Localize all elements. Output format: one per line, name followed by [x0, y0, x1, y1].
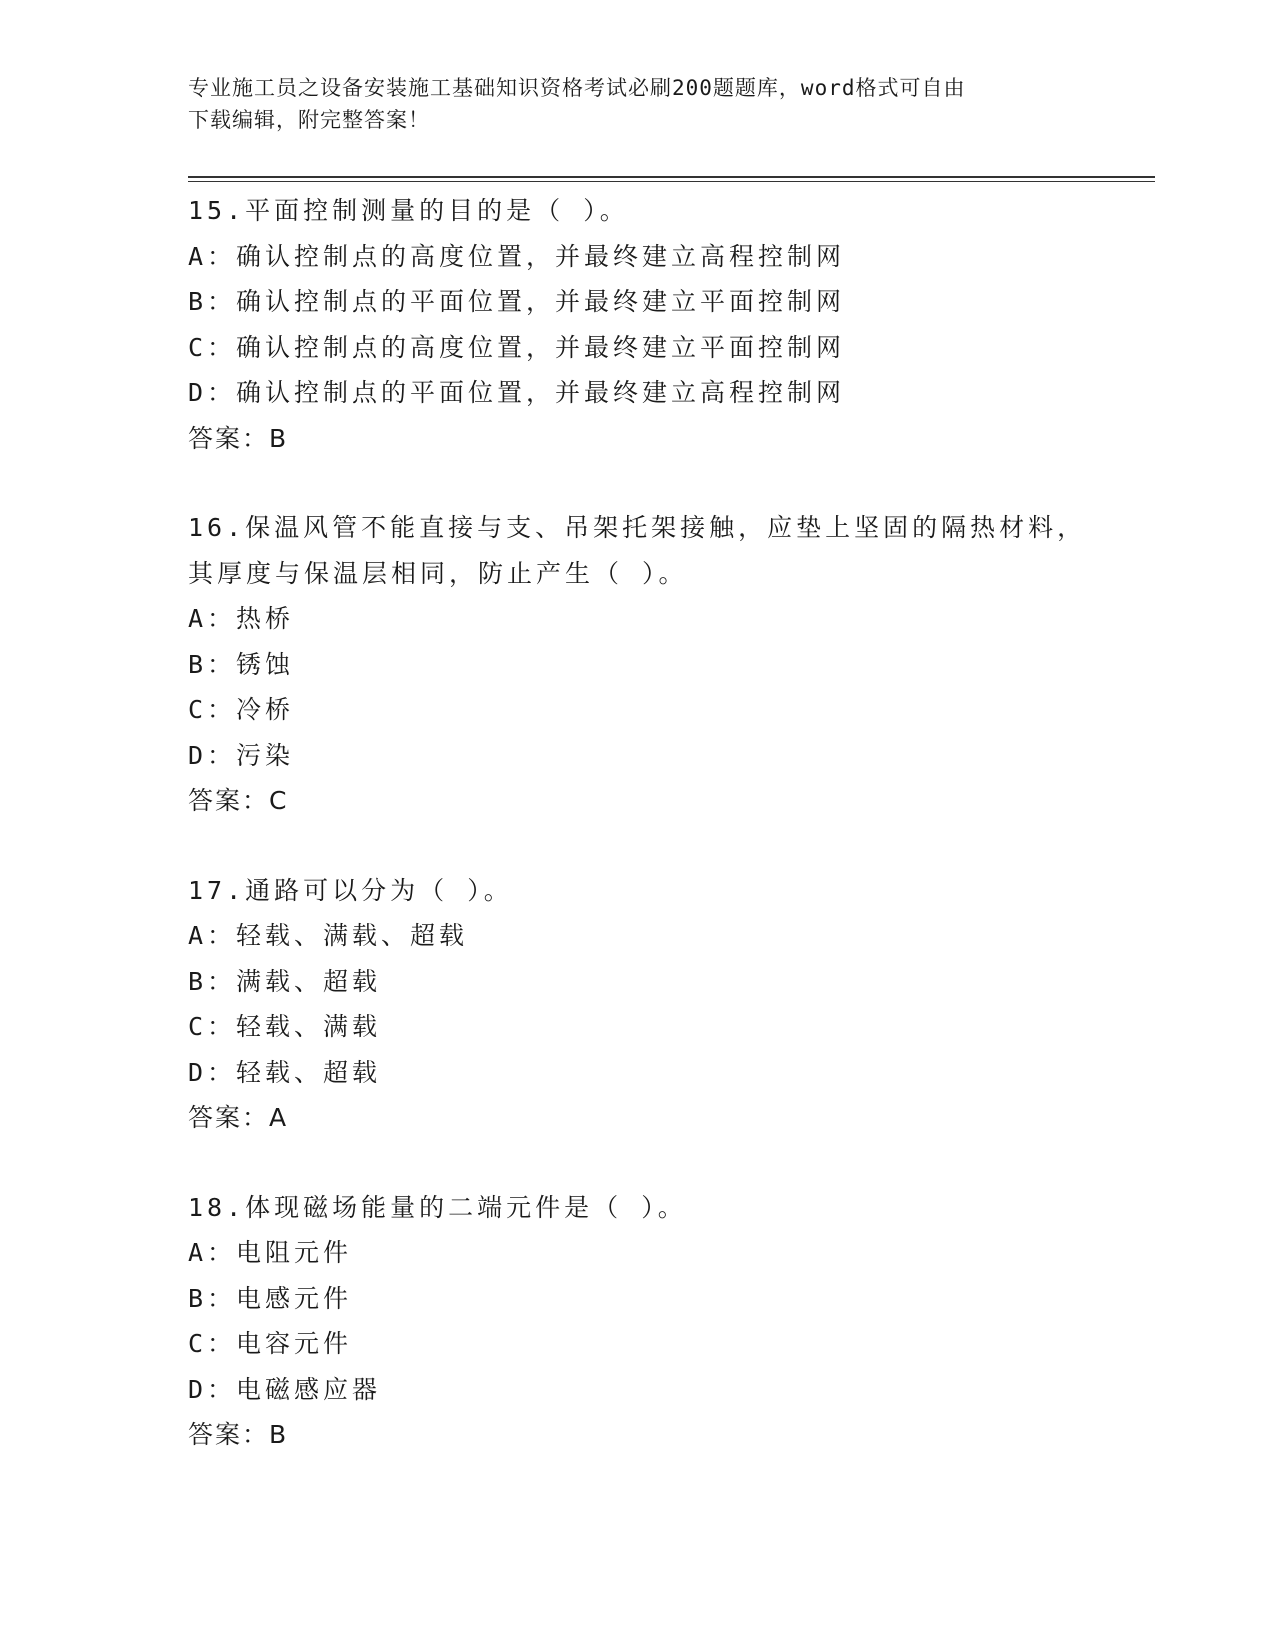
option-d: D：电磁感应器 — [188, 1374, 382, 1404]
header-line-2: 下载编辑，附完整答案！ — [188, 108, 430, 132]
option-b: B：锈蚀 — [188, 649, 295, 679]
answer-line: 答案：B — [188, 1420, 289, 1449]
option-c: C：轻载、满载 — [188, 1012, 382, 1041]
question-stem-line-2: 其厚度与保温层相同，防止产生（ ）。 — [188, 558, 688, 588]
question-list — [188, 188, 1088, 1502]
option-d: D：轻载、超载 — [188, 1057, 382, 1087]
question-15 — [188, 188, 1088, 461]
option-a: A：热桥 — [188, 604, 295, 633]
header-divider — [188, 176, 1155, 182]
question-18 — [188, 1185, 1088, 1458]
answer-line: 答案：A — [188, 1103, 289, 1132]
option-d: D：污染 — [188, 740, 295, 770]
header-line-1: 专业施工员之设备安装施工基础知识资格考试必刷200题题库，word格式可自由 — [188, 76, 966, 100]
question-stem: 17.通路可以分为（ ）。 — [188, 875, 513, 905]
option-b: B：满载、超载 — [188, 966, 382, 996]
option-c: C：冷桥 — [188, 695, 295, 724]
option-a: A：轻载、满载、超载 — [188, 921, 469, 950]
question-16 — [188, 505, 1088, 824]
option-c: C：电容元件 — [188, 1329, 353, 1358]
question-stem: 15.平面控制测量的目的是（ ）。 — [188, 196, 629, 225]
option-a: A：确认控制点的高度位置，并最终建立高程控制网 — [188, 241, 846, 271]
answer-line: 答案：C — [188, 786, 289, 815]
question-stem: 18.体现磁场能量的二端元件是（ ）。 — [188, 1192, 687, 1222]
answer-line: 答案：B — [188, 423, 289, 453]
option-b: B：电感元件 — [188, 1283, 353, 1313]
question-stem-line-1: 16.保温风管不能直接与支、吊架托架接触，应垫上坚固的隔热材料， — [188, 513, 1087, 542]
document-header — [188, 72, 1068, 136]
option-d: D：确认控制点的平面位置，并最终建立高程控制网 — [188, 378, 846, 407]
question-17 — [188, 868, 1088, 1141]
option-c: C：确认控制点的高度位置，并最终建立平面控制网 — [188, 332, 846, 362]
option-a: A：电阻元件 — [188, 1238, 353, 1267]
option-b: B：确认控制点的平面位置，并最终建立平面控制网 — [188, 287, 846, 316]
